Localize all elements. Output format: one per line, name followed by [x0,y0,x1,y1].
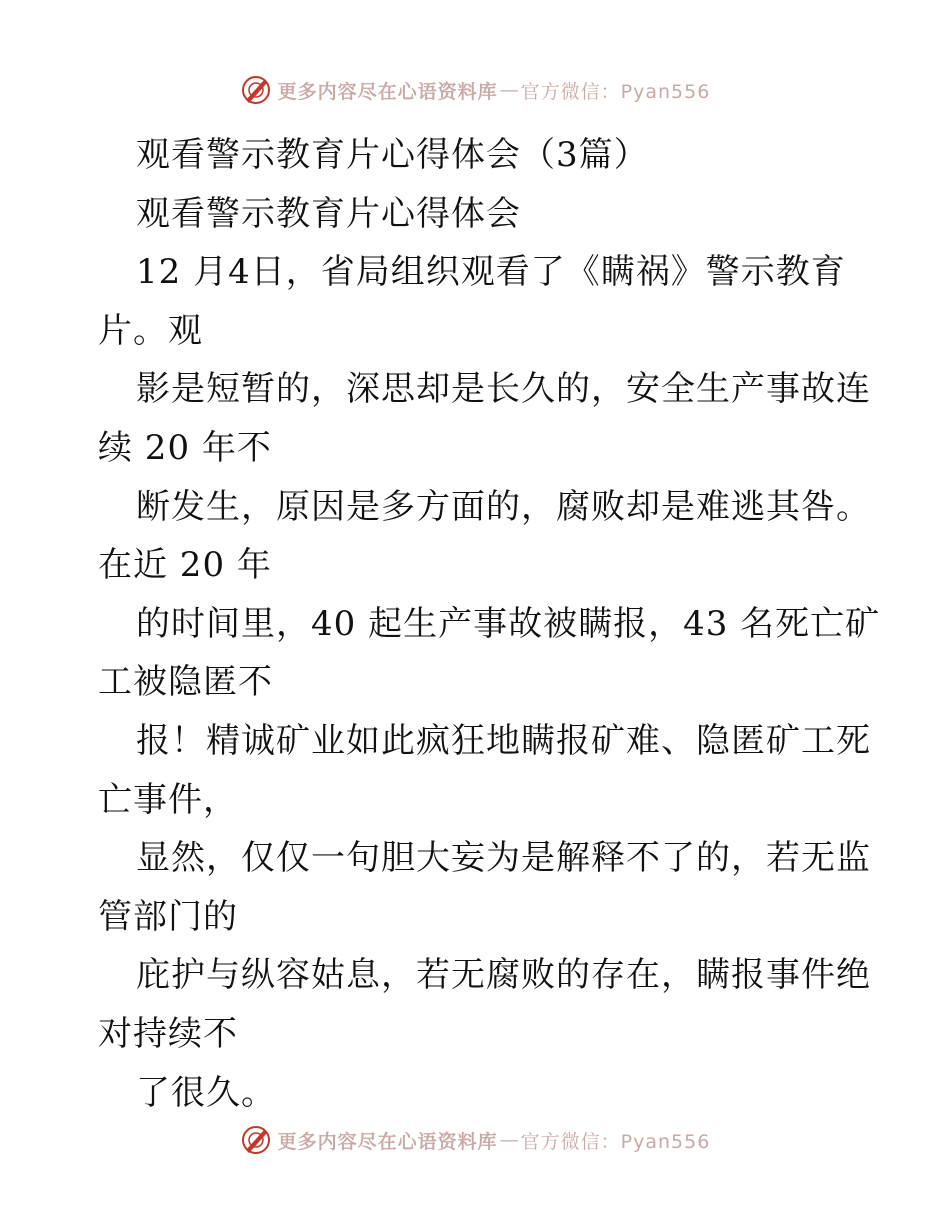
banner-brand: 更多内容尽在心语资料库 [277,1130,498,1153]
paragraph-line: 亡事件， [98,779,238,820]
paragraph-line: 对持续不 [98,1013,238,1054]
paragraph-line: 12 月4日，省局组织观看了《瞒祸》警示教育 [136,252,846,293]
paragraph-line: 续 20 年不 [98,427,272,468]
pen-logo-icon [240,74,272,106]
section-title: 观看警示教育片心得体会 [136,193,521,234]
document-title: 观看警示教育片心得体会（3篇） [136,135,649,175]
paragraph-line: 断发生，原因是多方面的，腐败却是难逃其咎。 [136,486,871,527]
banner-wechat: 官方微信：Pyan556 [520,80,711,103]
pen-logo-icon [240,1124,272,1156]
paragraph-line: 的时间里，40 起生产事故被瞒报，43 名死亡矿 [136,603,881,644]
paragraph-line: 庇护与纵容姑息，若无腐败的存在，瞒报事件绝 [136,955,871,996]
banner-brand: 更多内容尽在心语资料库 [277,80,498,103]
banner-separator: — [499,1129,519,1151]
footer-banner [0,1120,950,1160]
header-banner [0,70,950,110]
banner-wechat: 官方微信：Pyan556 [520,1130,711,1153]
paragraph-line: 了很久。 [136,1072,276,1113]
paragraph-line: 显然，仅仅一句胆大妄为是解释不了的，若无监 [136,838,871,879]
paragraph-line: 管部门的 [98,896,238,937]
paragraph-line: 在近 20 年 [98,545,272,586]
paragraph-line: 片。观 [98,310,203,351]
paragraph-line: 影是短暂的，深思却是长久的，安全生产事故连 [136,369,871,410]
document-body [98,126,881,1122]
paragraph-line: 报！精诚矿业如此疯狂地瞒报矿难、隐匿矿工死 [136,720,871,761]
paragraph-line: 工被隐匿不 [98,662,273,703]
banner-separator: — [499,79,519,101]
